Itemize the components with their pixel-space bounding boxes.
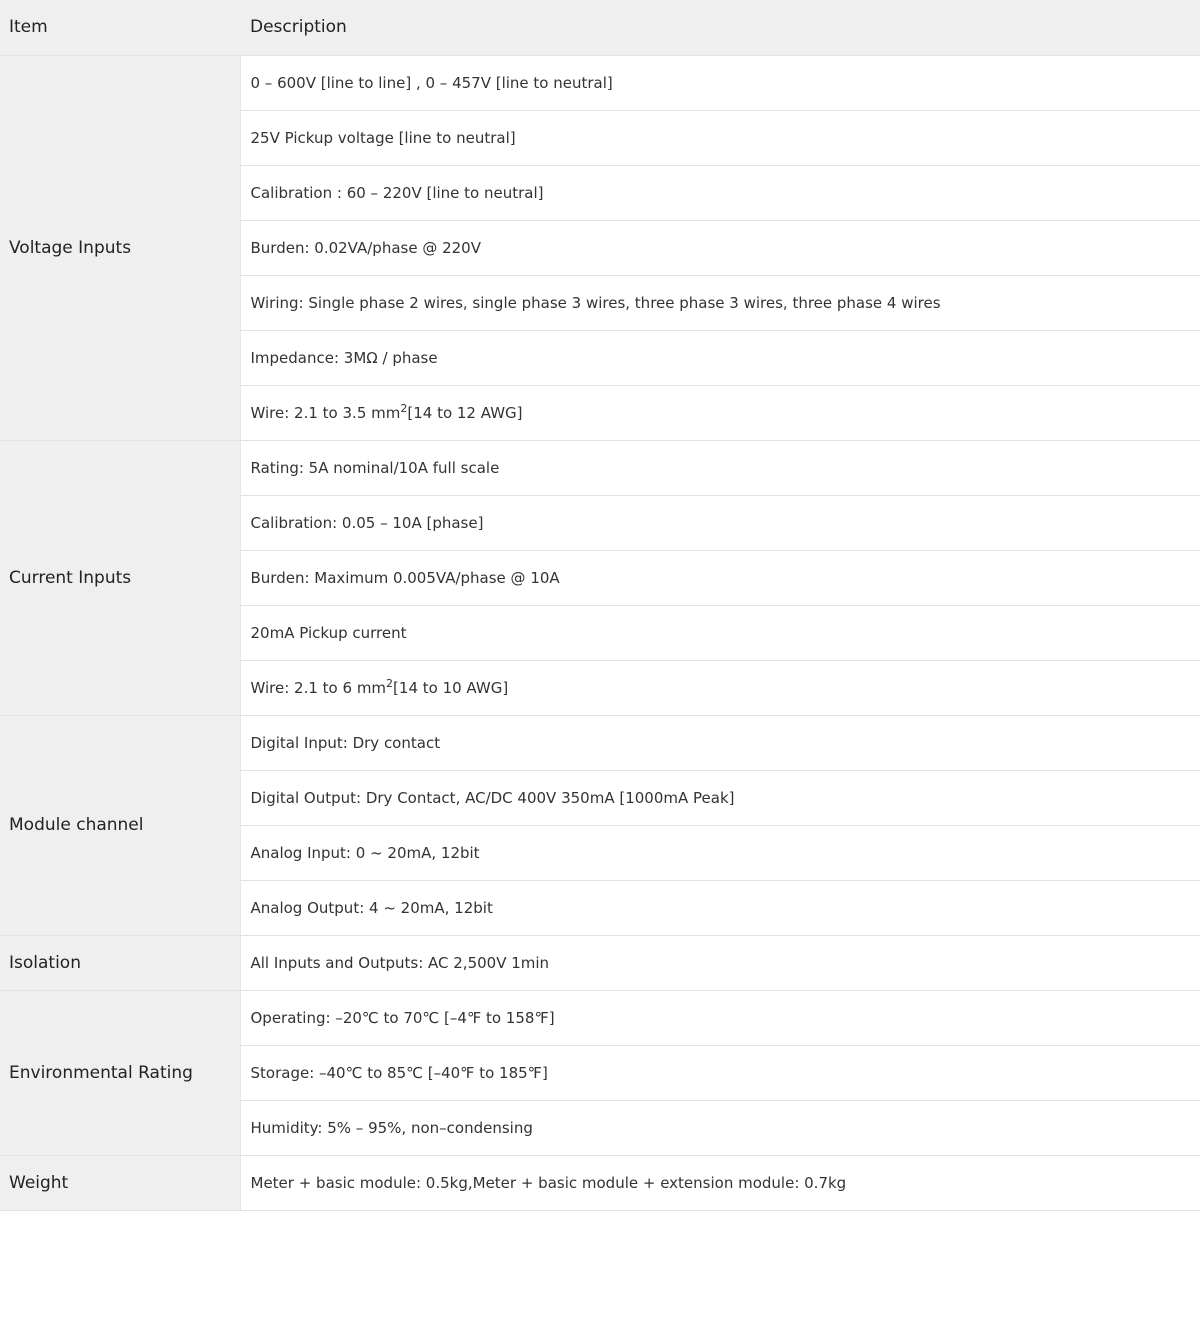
unit-superscript: 2 xyxy=(386,676,394,690)
spec-description-cell: Burden: 0.02VA/phase @ 220V xyxy=(240,220,1200,275)
spec-item-label: Weight xyxy=(0,1155,240,1210)
wire-gauge-text: [14 to 12 AWG] xyxy=(407,403,523,422)
spec-description-cell: All Inputs and Outputs: AC 2,500V 1min xyxy=(240,935,1200,990)
spec-description-cell: Impedance: 3MΩ / phase xyxy=(240,330,1200,385)
spec-description-cell: Humidity: 5% – 95%, non–condensing xyxy=(240,1100,1200,1155)
spec-description-cell: Analog Output: 4 ~ 20mA, 12bit xyxy=(240,880,1200,935)
table-row xyxy=(0,55,1200,110)
spec-description-cell xyxy=(240,385,1200,440)
spec-description-cell: Analog Input: 0 ~ 20mA, 12bit xyxy=(240,825,1200,880)
table-row xyxy=(0,715,1200,770)
spec-description-cell: Calibration : 60 – 220V [line to neutral] xyxy=(240,165,1200,220)
item-column-header: Item xyxy=(0,0,240,55)
spec-description-cell: Burden: Maximum 0.005VA/phase @ 10A xyxy=(240,550,1200,605)
spec-description-cell: Meter + basic module: 0.5kg,Meter + basic module + extension module: 0.7kg xyxy=(240,1155,1200,1210)
spec-description-cell: 0 – 600V [line to line] , 0 – 457V [line to neutral] xyxy=(240,55,1200,110)
description-column-header: Description xyxy=(240,0,1200,55)
table-row xyxy=(0,990,1200,1045)
spec-description-cell: Storage: –40℃ to 85℃ [–40℉ to 185℉] xyxy=(240,1045,1200,1100)
spec-description-cell: 20mA Pickup current xyxy=(240,605,1200,660)
spec-item-label: Voltage Inputs xyxy=(0,55,240,440)
spec-item-label: Current Inputs xyxy=(0,440,240,715)
spec-item-label: Module channel xyxy=(0,715,240,935)
table-header xyxy=(0,0,1200,55)
spec-description-cell: Wiring: Single phase 2 wires, single phase 3 wires, three phase 3 wires, three phase 4 wires xyxy=(240,275,1200,330)
header-row xyxy=(0,0,1200,55)
wire-gauge-text: [14 to 10 AWG] xyxy=(393,678,509,697)
wire-spec-text: Wire: 2.1 to 6 mm xyxy=(250,678,387,697)
spec-description-cell: Rating: 5A nominal/10A full scale xyxy=(240,440,1200,495)
unit-superscript: 2 xyxy=(400,401,408,415)
spec-description-cell: Calibration: 0.05 – 10A [phase] xyxy=(240,495,1200,550)
spec-item-label: Isolation xyxy=(0,935,240,990)
spec-description-cell xyxy=(240,660,1200,715)
wire-spec-text: Wire: 2.1 to 3.5 mm xyxy=(250,403,401,422)
spec-description-cell: 25V Pickup voltage [line to neutral] xyxy=(240,110,1200,165)
table-body xyxy=(0,55,1200,1210)
spec-description-cell: Operating: –20℃ to 70℃ [–4℉ to 158℉] xyxy=(240,990,1200,1045)
spec-description-cell: Digital Input: Dry contact xyxy=(240,715,1200,770)
spec-description-cell: Digital Output: Dry Contact, AC/DC 400V 350mA [1000mA Peak] xyxy=(240,770,1200,825)
table-row xyxy=(0,935,1200,990)
table-row xyxy=(0,1155,1200,1210)
table-row xyxy=(0,440,1200,495)
spec-item-label: Environmental Rating xyxy=(0,990,240,1155)
